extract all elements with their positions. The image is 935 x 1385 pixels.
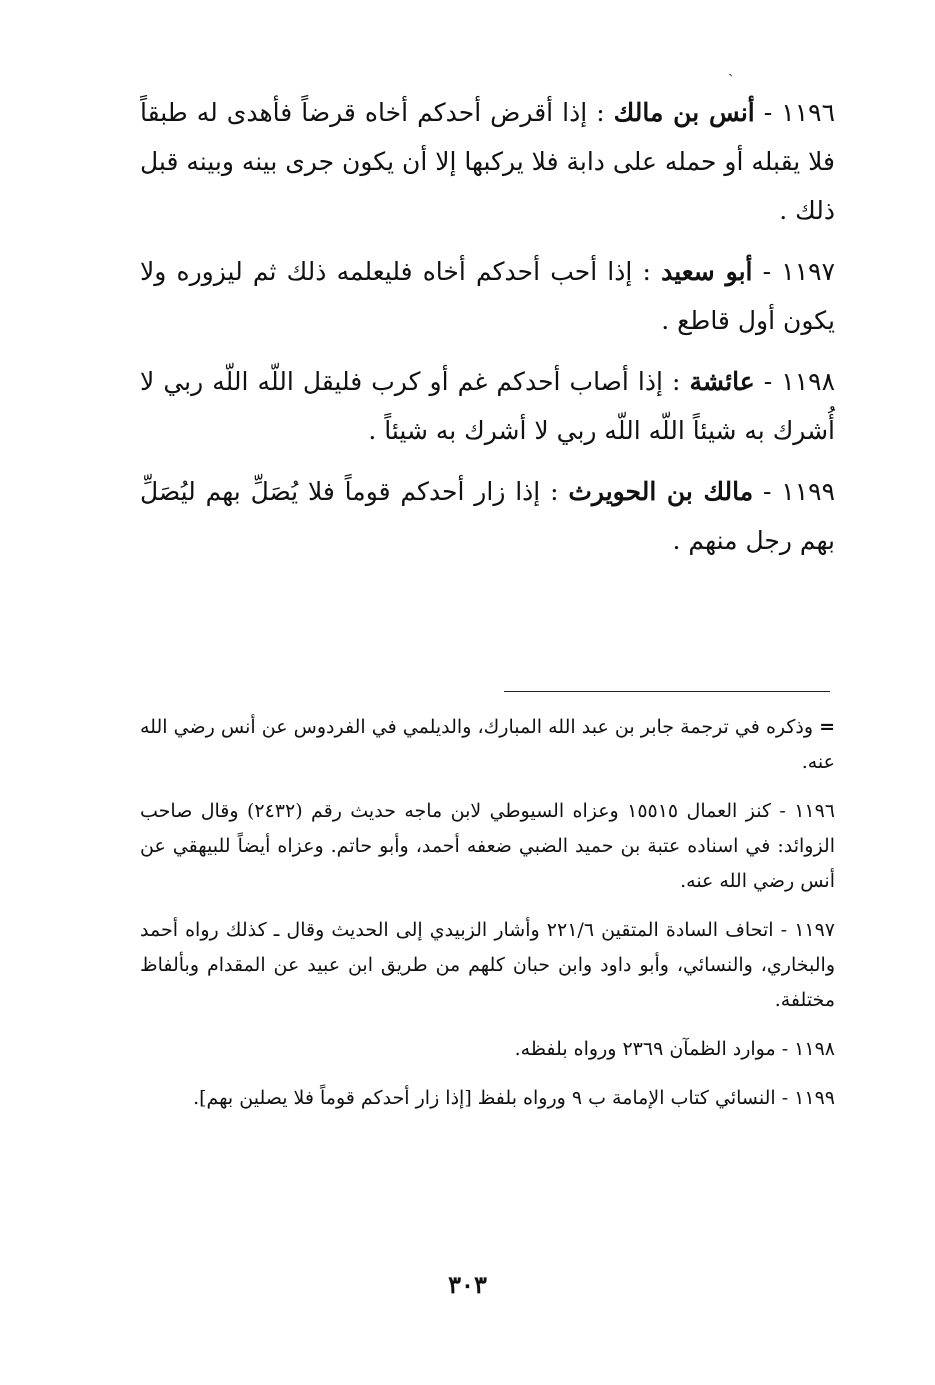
entry-narrator: أنس بن مالك bbox=[613, 98, 755, 127]
entry-text: : إذا زار أحدكم قوماً فلا يُصَلِّ بهم ليُصَلِّ بهم رجل منهم . bbox=[140, 477, 835, 555]
entry-number: ١١٩٧ - bbox=[762, 257, 835, 286]
hadith-entry-1198 bbox=[140, 357, 835, 455]
footnote-1199: ١١٩٩ - النسائي كتاب الإمامة ب ٩ ورواه بلفظ [إذا زار أحدكم قوماً فلا يصلين بهم]. bbox=[193, 1087, 835, 1109]
hadith-entry-1196 bbox=[140, 88, 835, 235]
hadith-entry-1197 bbox=[140, 247, 835, 345]
entry-narrator: مالك بن الحويرث bbox=[568, 477, 754, 506]
entry-number: ١١٩٩ - bbox=[762, 477, 835, 506]
hadith-entries bbox=[140, 88, 835, 577]
footnote-1197: ١١٩٧ - اتحاف السادة المتقين ٢٢١/٦ وأشار الزبيدي إلى الحديث وقال ـ كذلك رواه أحمد والبخاري، والنسائي، وأبو داود وابن حبان كلهم من طريق ابن عبيد عن المقدام وبألفاظ مختلفة. bbox=[140, 919, 836, 1011]
hadith-entry-1199 bbox=[140, 467, 835, 565]
continuation-mark: = bbox=[819, 716, 835, 738]
footnotes bbox=[140, 710, 835, 1130]
continuation-text: وذكره في ترجمة جابر بن عبد الله المبارك، والديلمي في الفردوس عن أنس رضي الله عنه. bbox=[140, 716, 835, 773]
entry-number: ١١٩٨ - bbox=[763, 367, 835, 396]
entry-text: : إذا أقرض أحدكم أخاه قرضاً فأهدى له طبقاً فلا يقبله أو حمله على دابة فلا يركبها إلا أن يكون جرى بينه وبينه قبل ذلك . bbox=[140, 98, 835, 225]
footnote-1196: ١١٩٦ - كنز العمال ١٥٥١٥ وعزاه السيوطي لابن ماجه حديث رقم (٢٤٣٢) وقال صاحب الزوائد: في اسناده عتبة بن حميد الضبي ضعفه أحمد، وأبو حاتم. وعزاه أيضاً للبيهقي عن أنس رضي الله عنه. bbox=[140, 800, 836, 892]
footnote-1198: ١١٩٨ - موارد الظمآن ٢٣٦٩ ورواه بلفظه. bbox=[514, 1038, 835, 1060]
footnote-divider bbox=[504, 691, 830, 692]
page-number: ٣٠٣ bbox=[448, 1270, 487, 1299]
entry-text: : إذا أحب أحدكم أخاه فليعلمه ذلك ثم ليزوره ولا يكون أول قاطع . bbox=[140, 257, 835, 335]
footnote-continuation bbox=[140, 710, 835, 780]
entry-narrator: أبو سعيد bbox=[661, 257, 753, 286]
stray-mark: ˏ bbox=[728, 58, 734, 77]
entry-number: ١١٩٦ - bbox=[763, 98, 835, 127]
entry-text: : إذا أصاب أحدكم غم أو كرب فليقل اللّه اللّه ربي لا أُشرك به شيئاً اللّه اللّه ربي لا أشرك به شيئاً . bbox=[140, 367, 835, 445]
entry-narrator: عائشة bbox=[689, 367, 755, 396]
